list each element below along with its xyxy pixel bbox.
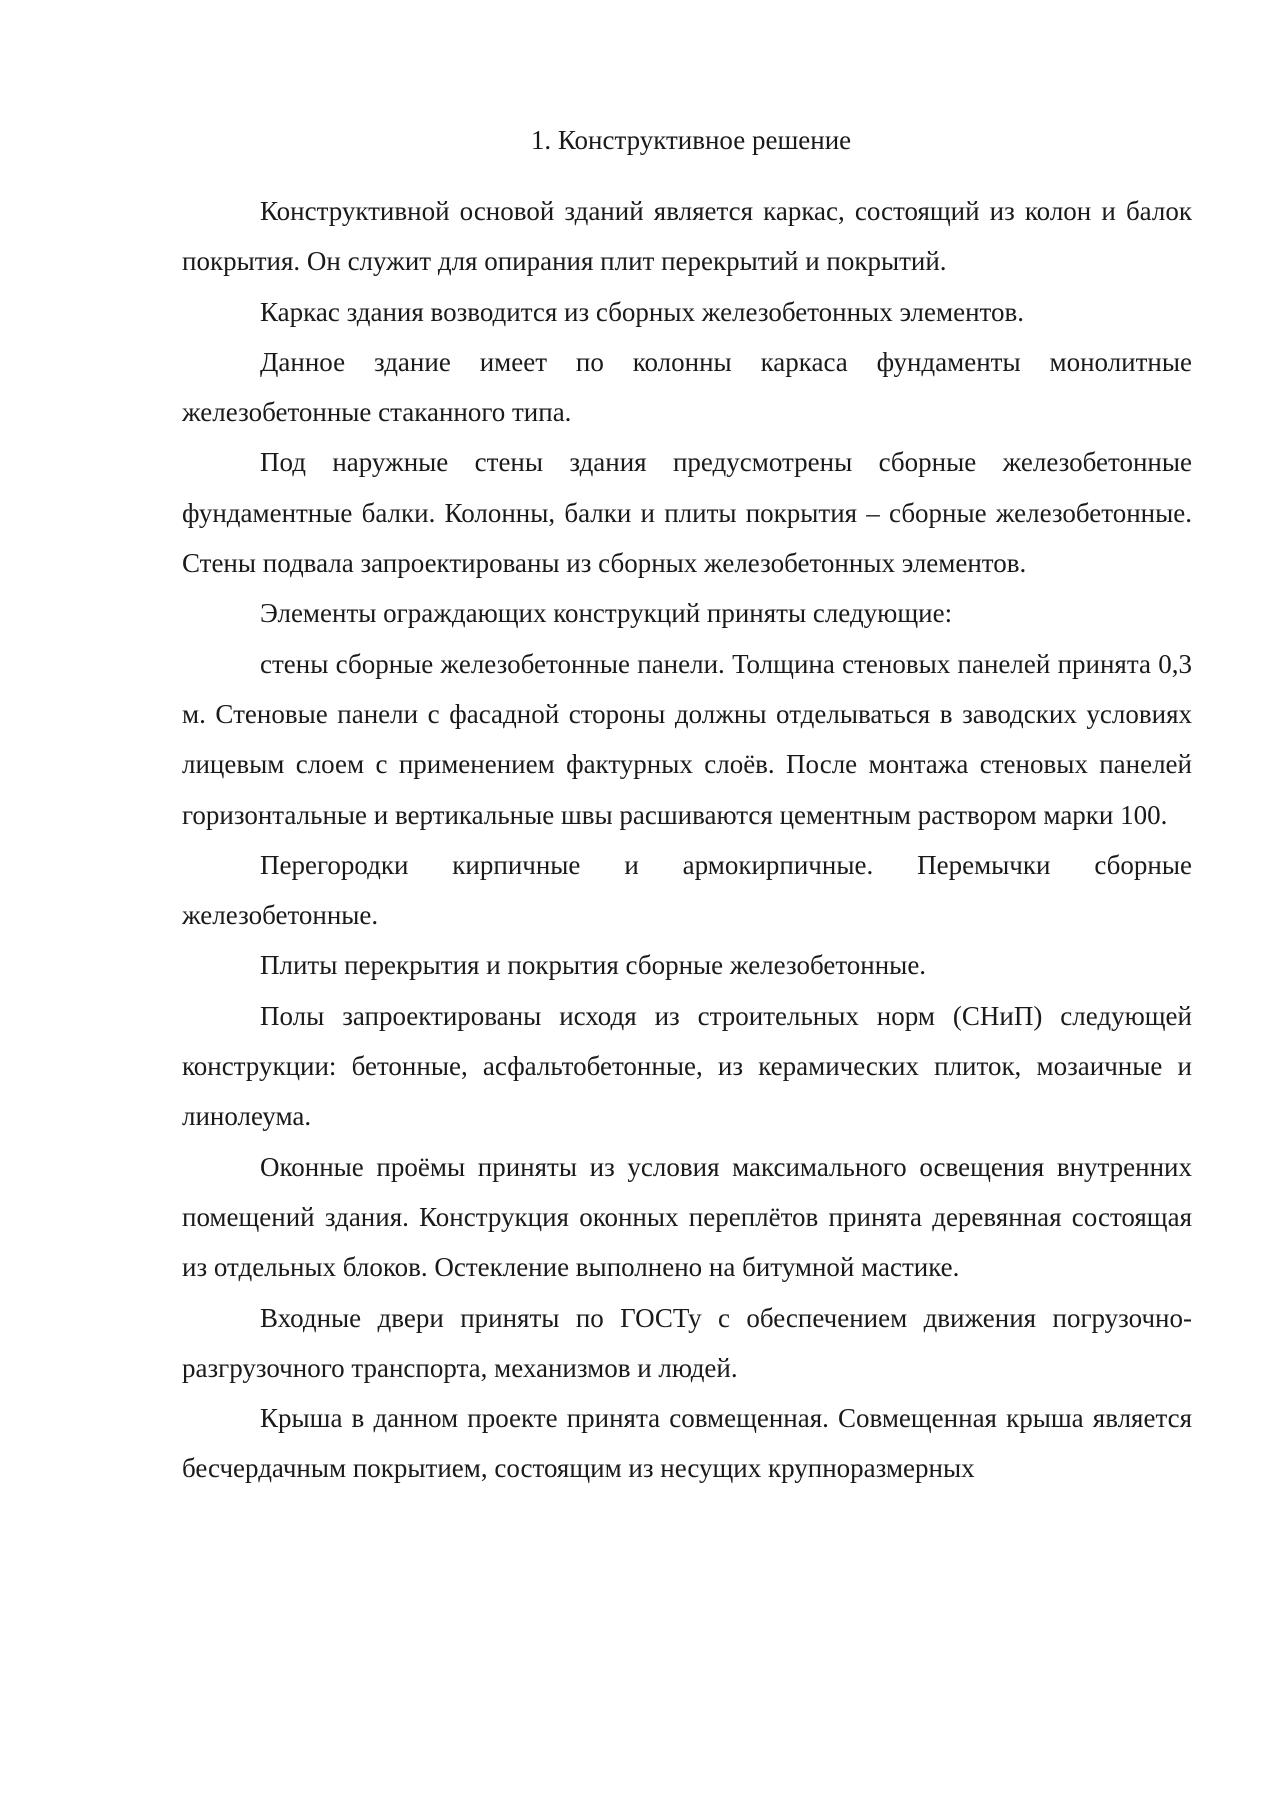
- paragraph: Каркас здания возводится из сборных железобетонных элементов.: [260, 296, 1024, 327]
- document-body: [182, 120, 1192, 1494]
- paragraph: стены сборные железобетонные панели. Толщина стеновых панелей принята 0,3 м. Стеновые панели с фасадной стороны должны отделываться в заводских условиях лицевым слоем с применением фактурных слоёв. После монтажа стеновых панелей горизонтальные и вертикальные швы расшиваются цементным раствором марки 100.: [182, 648, 1192, 830]
- paragraph: Оконные проёмы приняты из условия максимального освещения внутренних помещений здания. Конструкция оконных переплётов принята деревянная состоящая из отдельных блоков. Остекление выполнено на битумной мастике.: [182, 1151, 1192, 1283]
- section-heading: 1. Конструктивное решение: [530, 125, 852, 155]
- paragraph: Элементы ограждающих конструкций приняты следующие:: [260, 598, 953, 629]
- paragraph: Конструктивной основой зданий является каркас, состоящий из колон и балок покрытия. Он служит для опирания плит перекрытий и покрытий.: [182, 196, 1192, 277]
- paragraph: Данное здание имеет по колонны каркаса фундаменты монолитные железобетонные стаканного типа.: [182, 346, 1192, 428]
- paragraph: Полы запроектированы исходя из строительных норм (СНиП) следующей конструкции: бетонные, асфальтобетонные, из керамических плиток, мозаичные и линолеума.: [182, 1000, 1192, 1132]
- paragraph: Крыша в данном проекте принята совмещенная. Совмещенная крыша является бесчердачным покрытием, состоящим из несущих крупноразмерных: [182, 1403, 1192, 1484]
- paragraph: Под наружные стены здания предусмотрены сборные железобетонные фундаментные балки. Колонны, балки и плиты покрытия – сборные железобетонные. Стены подвала запроектированы из сборных железобетонных элементов.: [182, 447, 1192, 579]
- paragraph: Входные двери приняты по ГОСТу с обеспечением движения погрузочно-разгрузочного транспорта, механизмов и людей.: [182, 1302, 1192, 1383]
- paragraph: Перегородки кирпичные и армокирпичные. Перемычки сборные железобетонные.: [182, 849, 1192, 931]
- paragraph: Плиты перекрытия и покрытия сборные железобетонные.: [260, 950, 927, 981]
